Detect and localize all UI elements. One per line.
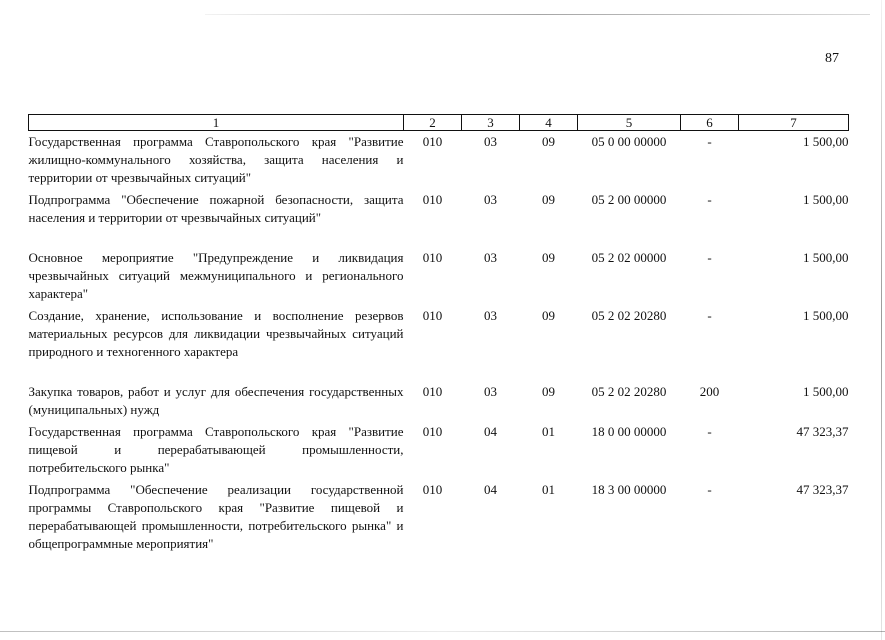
- row-code-5: 18 3 00 00000: [591, 482, 667, 497]
- header-col-6: 6: [681, 115, 739, 131]
- row-name: Основное мероприятие "Предупреждение и ликвидация чрезвычайных ситуаций межмуниципального и регионального характера": [28, 250, 404, 301]
- row-code-5: 05 2 02 20280: [591, 308, 667, 323]
- row-code-6: -: [707, 134, 712, 149]
- row-code-4: 01: [542, 482, 555, 497]
- page-number: 87: [825, 51, 839, 66]
- table-row: [29, 479, 849, 555]
- row-name: Подпрограмма "Обеспечение реализации государственной программы Ставропольского края "Развитие пищевой и перерабатывающей промышленности, потребительского рынка" и общепрограммные мероприятия": [28, 482, 404, 551]
- row-amount: 1 500,00: [803, 250, 849, 265]
- row-code-2: 010: [422, 482, 443, 497]
- table-row: [29, 421, 849, 479]
- row-amount: 1 500,00: [803, 384, 849, 399]
- row-code-2: 010: [422, 192, 443, 207]
- header-col-2: 2: [404, 115, 462, 131]
- row-code-3: 03: [484, 192, 497, 207]
- row-code-4: 09: [542, 134, 555, 149]
- row-code-5: 18 0 00 00000: [591, 424, 667, 439]
- row-amount: 1 500,00: [803, 134, 849, 149]
- row-code-6: -: [707, 192, 712, 207]
- row-code-2: 010: [422, 308, 443, 323]
- row-amount: 1 500,00: [803, 192, 849, 207]
- row-code-4: 09: [542, 384, 555, 399]
- scan-edge-bottom: [0, 631, 885, 632]
- row-code-5: 05 2 02 00000: [591, 250, 667, 265]
- scan-edge-top: [205, 14, 870, 15]
- row-code-5: 05 2 00 00000: [591, 192, 667, 207]
- row-code-4: 09: [542, 192, 555, 207]
- header-col-4: 4: [520, 115, 578, 131]
- row-code-2: 010: [422, 134, 443, 149]
- header-col-3: 3: [462, 115, 520, 131]
- row-code-3: 03: [484, 134, 497, 149]
- header-col-7: 7: [739, 115, 849, 131]
- table-row: [29, 189, 849, 247]
- table-row: [29, 381, 849, 421]
- row-name: Государственная программа Ставропольского края "Развитие пищевой и перерабатывающей промышленности, потребительского рынка": [28, 424, 404, 475]
- row-code-4: 09: [542, 250, 555, 265]
- row-amount: 1 500,00: [803, 308, 849, 323]
- row-code-2: 010: [422, 384, 443, 399]
- row-amount: 47 323,37: [796, 424, 849, 439]
- row-amount: 47 323,37: [796, 482, 849, 497]
- row-code-6: 200: [699, 384, 720, 399]
- row-name: Подпрограмма "Обеспечение пожарной безопасности, защита населения и территории от чрезвычайных ситуаций": [28, 192, 404, 225]
- row-code-6: -: [707, 250, 712, 265]
- row-code-5: 05 2 02 20280: [591, 384, 667, 399]
- row-name: Создание, хранение, использование и восполнение резервов материальных ресурсов для ликвидации чрезвычайных ситуаций природного и техногенного характера: [28, 308, 404, 359]
- row-code-6: -: [707, 482, 712, 497]
- row-code-2: 010: [422, 424, 443, 439]
- row-name: Закупка товаров, работ и услуг для обеспечения государственных (муниципальных) нужд: [28, 384, 404, 417]
- row-code-3: 03: [484, 384, 497, 399]
- row-code-2: 010: [422, 250, 443, 265]
- table-row: [29, 305, 849, 381]
- row-code-5: 05 0 00 00000: [591, 134, 667, 149]
- budget-table: [28, 114, 849, 555]
- table-row: [29, 247, 849, 305]
- row-name: Государственная программа Ставропольского края "Развитие жилищно-коммунального хозяйства, защита населения и территории от чрезвычайных ситуаций": [28, 134, 404, 185]
- row-code-3: 03: [484, 308, 497, 323]
- row-code-3: 04: [484, 424, 497, 439]
- row-code-4: 01: [542, 424, 555, 439]
- row-code-3: 04: [484, 482, 497, 497]
- header-col-5: 5: [578, 115, 681, 131]
- scan-edge-right: [881, 0, 882, 640]
- row-code-3: 03: [484, 250, 497, 265]
- row-code-6: -: [707, 308, 712, 323]
- row-code-6: -: [707, 424, 712, 439]
- table-row: [29, 131, 849, 190]
- header-col-1: 1: [29, 115, 404, 131]
- header-row: [29, 115, 849, 131]
- row-code-4: 09: [542, 308, 555, 323]
